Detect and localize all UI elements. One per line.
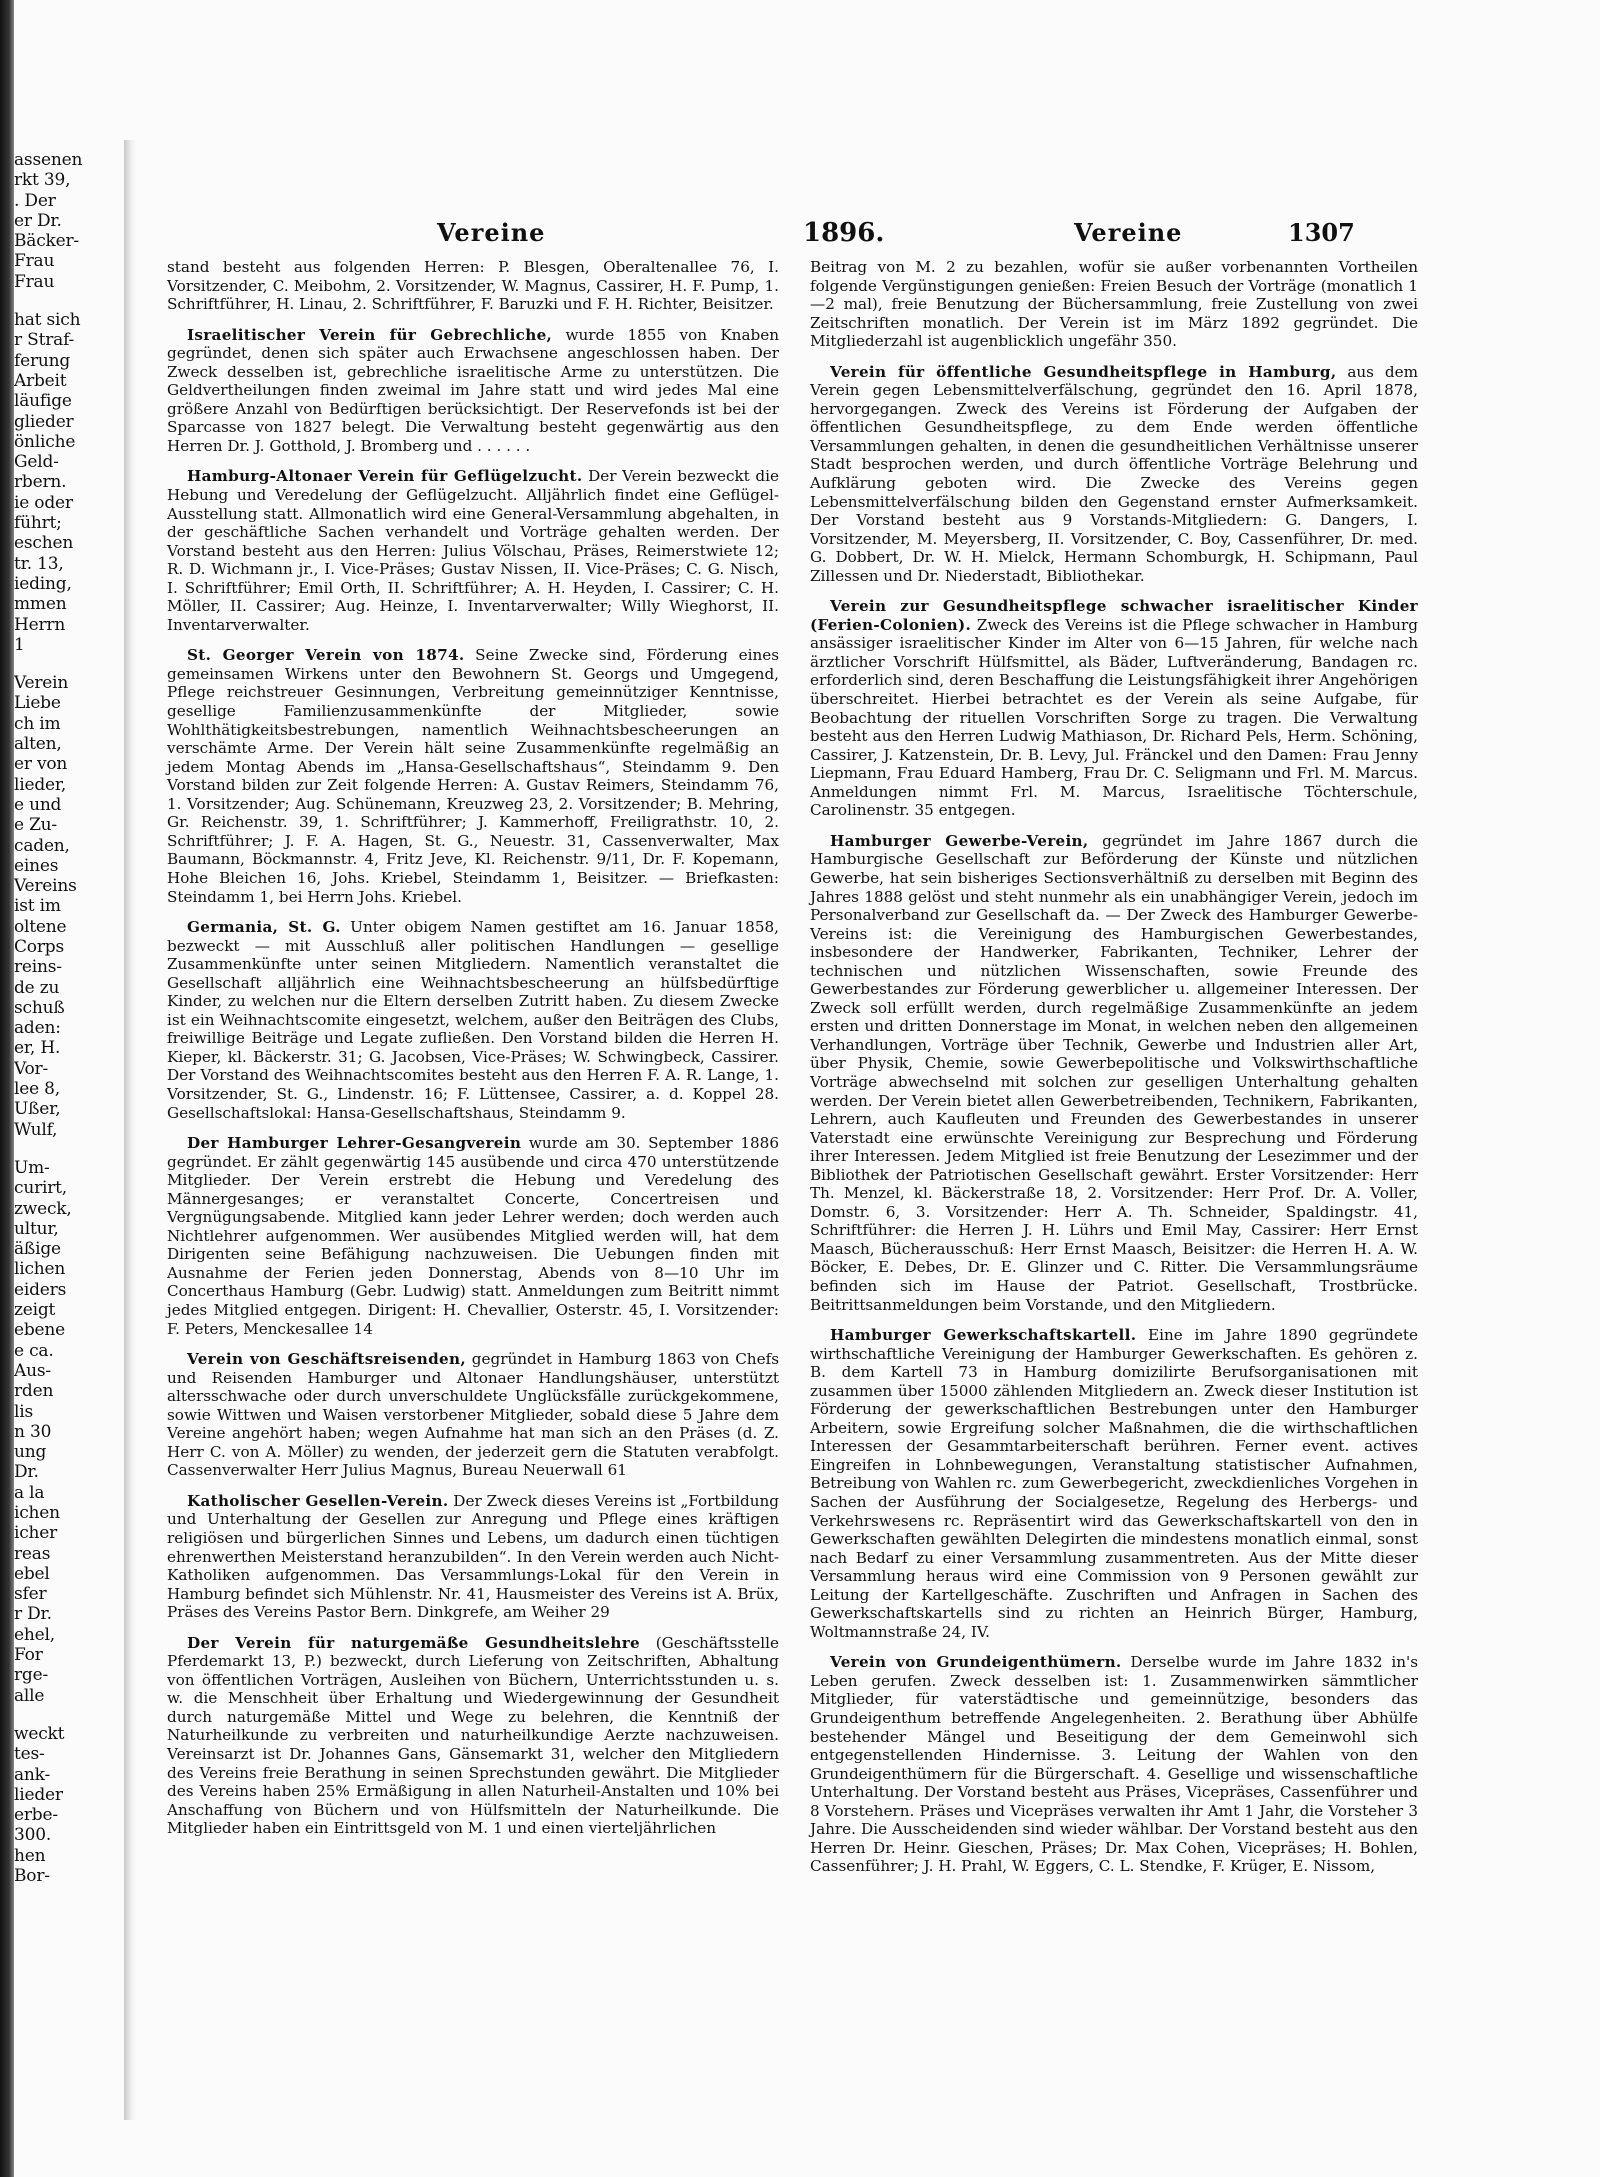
facing-page-line xyxy=(14,655,124,673)
entry-heading: Germania, St. G. xyxy=(187,918,341,937)
association-entry xyxy=(167,258,779,314)
association-entry xyxy=(810,597,1418,820)
facing-page-line: önliche xyxy=(14,431,76,452)
facing-page-line: Aus- xyxy=(14,1360,51,1381)
facing-page-line: rbern. xyxy=(14,472,67,493)
entry-heading: St. Georger Verein von 1874. xyxy=(187,646,465,665)
running-header xyxy=(140,218,1540,258)
facing-page-line: Liebe xyxy=(14,693,61,714)
facing-page-line: e Zu- xyxy=(14,815,57,836)
facing-page-line: Herrn xyxy=(14,614,66,635)
facing-page-line: läufige xyxy=(14,391,72,412)
entry-heading: Verein von Grundeigenthümern. xyxy=(830,1653,1122,1672)
entry-heading: Hamburger Gewerbe-Verein, xyxy=(830,831,1089,850)
facing-page-line: ebel xyxy=(14,1563,50,1584)
header-left-title: Vereine xyxy=(437,218,546,247)
facing-page-line: eines xyxy=(14,855,59,876)
facing-page-line: aden: xyxy=(14,1018,61,1039)
facing-page-line: r Straf- xyxy=(14,330,75,351)
facing-page-line: Vereins xyxy=(14,876,77,897)
facing-page-line: ch im xyxy=(14,713,61,734)
facing-page-line xyxy=(14,1706,124,1724)
facing-page-line: glieder xyxy=(14,411,74,432)
entry-text: Unter obigem Namen gestiftet am 16. Januar 1858, bezweckt — mit Ausschluß aller politischen Handlungen — gesellige Zusammenkünfte unter seinen Mitgliedern. Namentlich veranstaltet die Gesellschaft alljährlich eine Weihnachtsbescheerung an hülfsbedürftige Kinder, zu welchen nur die Eltern derselben Zutritt haben. Zu diesem Zwecke ist ein Weihnachtscomite eingesetzt, welchem, außer den Beiträgen des Clubs, freiwillige Beiträge und Legate zufließen. Den Vorstand bilden die Herren H. Kieper, kl. Bäckerstr. 31; G. Jacobsen, Vice-Präses; W. Schwingbeck, Cassirer. Der Vorstand des Weihnachtscomites besteht aus den Herren F. A. R. Lange, 1. Vorsitzender, St. G., Lindenstr. 16; F. Lüttensee, Cassirer, a. d. Koppel 28. Gesellschaftslokal: Hansa-Gesellschaftshaus, Steindamm 9. xyxy=(167,918,779,1122)
facing-page-line: curirt, xyxy=(14,1178,67,1199)
entry-text: Der Verein bezweckt die Hebung und Veredelung der Geflügelzucht. Alljährlich findet eine Geflügel-Ausstellung statt. Allmonatlich wird eine General-Versammlung abgehalten, in der geschäftliche Sachen verhandelt und Vorträge gehalten werden. Der Vorstand besteht aus den Herren: Julius Völschau, Präses, Reimerstwiete 12; R. D. Wichmann jr., I. Vice-Präses; Gustav Nissen, II. Vice-Präses; C. G. Nisch, I. Schriftführer; Emil Orth, II. Schriftführer; A. H. Heyden, I. Cassirer; C. H. Möller, II. Cassirer; Aug. Heinze, I. Inventarverwalter; Willy Wieghorst, II. Inventarverwalter. xyxy=(167,467,780,634)
header-year: 1896. xyxy=(803,218,885,248)
association-entry xyxy=(810,1653,1418,1876)
facing-page-line: Wulf, xyxy=(14,1119,58,1140)
association-entry xyxy=(810,832,1418,1314)
facing-page-line: äßige xyxy=(14,1239,61,1260)
association-entry xyxy=(167,1634,779,1838)
entry-text: gegründet im Jahre 1867 durch die Hamburgische Gesellschaft zur Beförderung der Künste und nützlichen Gewerbe, hat sein bisheriges Sectionsverhältniß zu derselben mit Beginn des Jahres 1888 gelöst und steht nunmehr als ein unabhängiger Verein, jedoch im Personalverband zur Gesellschaft da. — Der Zweck des Hamburger Gewerbe-Vereins ist: die Vereinigung des Hamburgischen Gewerbestandes, insbesondere der Handwerker, Fabrikanten, Techniker, Lehrer der technischen und nützlichen Wissenschaften, sowie Freunde des Gewerbestandes zur Förderung gewerblicher u. allgemeiner Interessen. Der Zweck soll erfüllt werden, durch regelmäßige Zusammenkünfte an jedem ersten und dritten Donnerstage im Monat, in welchen neben den allgemeinen Verhandlungen, Vorträge über Technik, Gewerbe und Industrien aller Art, über Physik, Chemie, sowie Gewerbepolitische und Volkswirthschaftliche Vorträge abwechselnd mit solchen zur geselligen Unterhaltung gehalten werden. Der Verein bietet allen Gewerbetreibenden, Technikern, Fabrikanten, Lehrern, auch Kaufleuten und Freunden des Gewerbestandes in unserer Vaterstadt eine erwünschte Vereinigung zur Besprechung und Förderung ihrer Interessen. Jedem Mitglied ist freie Benutzung der Lesezimmer und der Bibliothek der Patriotischen Gesellschaft gewährt. Erster Vorsitzender: Herr Th. Menzel, kl. Bäckerstraße 18, 2. Vorsitzender: Herr Prof. Dr. A. Voller, Domstr. 6, 3. Vorsitzender: Herr A. Th. Schneider, Spaldingstr. 41, Schriftführer: die Herren J. H. Lührs und Emil May, Cassirer: Herr Ernst Maasch, Bücherausschuß: Herr Ernst Maasch, Beisitzer: die Herren H. A. W. Böcker, E. Debes, Dr. E. Glinzer und C. Ritter. Die Versammlungsräume befinden sich im Hause der Patriot. Gesellschaft, Trostbrücke. Beitrittsanmeldungen beim Vorstande, und den Mitgliedern. xyxy=(810,831,1418,1314)
association-entry xyxy=(167,646,779,906)
association-entry xyxy=(810,1326,1418,1641)
facing-page-line: sfer xyxy=(14,1584,47,1605)
facing-page-line: führt; xyxy=(14,513,62,534)
facing-page-line: eschen xyxy=(14,533,74,554)
entry-text: (Geschäftsstelle Pferdemarkt 13, P.) bezweckt, durch Lieferung von Zeitschriften, Abhaltung von öffentlichen Vorträgen, Ausleihen von Büchern, Unterrichtsstunden u. s. w. die Menschheit über Erhaltung und Wiedergewinnung der Gesundheit durch naturgemäße Mittel und Wege zu belehren, die Kenntniß der Naturheilkunde zu verbreiten und naturheilkundige Aerzte nachzuweisen. Vereinsarzt ist Dr. Johannes Gans, Gänsemarkt 31, welcher den Mitgliedern des Vereins freie Berathung in seinen Sprechstunden gewährt. Die Mitglieder des Vereins haben 25% Ermäßigung in allen Naturheil-Anstalten und 10% bei Anschaffung von Büchern und von Hülfsmitteln der Naturheilkunde. Die Mitglieder haben ein Eintrittsgeld von M. 1 und einen vierteljährlichen xyxy=(167,1633,779,1838)
entry-heading: Verein zur Gesundheitspflege schwacher israelitischer Kinder (Ferien-Colonien). xyxy=(810,597,1418,634)
facing-page-line: ieding, xyxy=(14,573,72,594)
facing-page-line: ebene xyxy=(14,1320,66,1341)
facing-page-line: ehel, xyxy=(14,1624,55,1645)
facing-page-line: ung xyxy=(14,1442,47,1463)
association-entry xyxy=(167,326,779,456)
facing-page-line: mmen xyxy=(14,594,67,615)
entry-text: Seine Zwecke sind, Förderung eines gemeinsamen Wirkens unter den Bewohnern St. Georgs und Umgegend, Pflege reichstreuer Gesinnungen, Verbreitung gemeinnütziger Kenntnisse, gesellige Familienzusammenkünfte der Mitglieder, sowie Wohlthätigkeitsbestrebungen, namentlich Weihnachtsbescheerungen an verschämte Arme. Der Verein hält seine Zusammenkünfte regelmäßig an jedem Montag Abends im „Hansa-Gesellschaftshaus“, Steindamm 9. Den Vorstand bilden zur Zeit folgende Herren: A. Gustav Reimers, Steindamm 76, 1. Vorsitzender; Aug. Schünemann, Kreuzweg 23, 2. Vorsitzender; B. Mehring, Gr. Reichenstr. 39, 1. Schriftführer; J. Kammerhoff, Freiligrathstr. 10, 2. Schriftführer; J. F. A. Hagen, St. G., Neuestr. 31, Cassenverwalter, Max Baumann, Böckmannstr. 4, Fritz Jeve, Kl. Reichenstr. 9/11, Dr. F. Kopemann, Hohe Bleichen 16, Johs. Kriebel, Steindamm 1, Beisitzer. — Briefkasten: Steindamm 1, bei Herrn Johs. Kriebel. xyxy=(167,646,780,906)
facing-page-line: er, H. xyxy=(14,1038,61,1059)
entry-text: Der Zweck dieses Vereins ist „Fortbildung und Unterhaltung der Gesellen zur Anregung und Pflege eines kräftigen religiösen und bürgerlichen Sinnes und Lebens, um dadurch einen tüchtigen ehrenwerthen Meisterstand heranzubilden“. In den Verein werden auch Nicht-Katholiken aufgenommen. Das Versammlungs-Lokal für den Verein in Hamburg befindet sich Mühlenstr. Nr. 41, Hausmeister des Vereins ist A. Brüx, Präses des Vereins Pastor Bern. Dinkgrefe, am Weiher 29 xyxy=(167,1491,779,1622)
facing-page-line: ultur, xyxy=(14,1218,59,1239)
facing-page-line: rkt 39, xyxy=(14,170,71,191)
entry-text: wurde am 30. September 1886 gegründet. Er zählt gegenwärtig 145 ausübende und circa 470 unterstützende Mitglieder. Der Verein erstrebt die Hebung und Veredelung des Männergesanges; er veranstaltet Concerte, Concertreisen und Vergnügungsabende. Mitglied kann jeder Lehrer werden; doch werden auch Nichtlehrer aufgenommen. Wer ausübendes Mitglied werden will, hat dem Dirigenten seine Befähigung nachzuweisen. Die Uebungen finden mit Ausnahme der Ferien jeden Donnerstag, Abends von 8—10 Uhr im Concerthaus Hamburg (Gebr. Ludwig) statt. Anmeldungen zum Beitritt nimmt jedes Mitglied entgegen. Dirigent: H. Chevallier, Osterstr. 45, I. Vorsitzender: F. Peters, Menckesallee 14 xyxy=(167,1134,779,1338)
entry-text: Zweck des Vereins ist die Pflege schwacher in Hamburg ansässiger israelitischer Kinder im Alter von 6—15 Jahren, für welche nach ärztlicher Vorschrift Hülfsmittel, als Bäder, Luftveränderung, Bandagen rc. erforderlich sind, deren Beschaffung die Leistungsfähigkeit ihrer Angehörigen überschreitet. Hierbei betrachtet es der Verein als seine Aufgabe, für Beobachtung der rituellen Vorschriften Sorge zu tragen. Die Verwaltung besteht aus den Herren Ludwig Mathiason, Dr. Richard Pels, Herm. Schöning, Cassirer, J. Katzenstein, Dr. B. Levy, Jul. Fränckel und den Damen: Frau Jenny Liepmann, Frau Eduard Hamberg, Frau Dr. C. Seligmann und Frl. M. Marcus. Anmeldungen nimmt Frl. M. Marcus, Israelitische Töchterschule, Carolinenstr. 35 entgegen. xyxy=(810,615,1418,820)
facing-page-line: zeigt xyxy=(14,1300,56,1321)
facing-page-line: weckt xyxy=(14,1723,65,1744)
facing-page-line: reas xyxy=(14,1543,51,1564)
facing-page-line: lee 8, xyxy=(14,1079,60,1100)
text-column-right xyxy=(810,258,1418,1888)
facing-page-line: lichen xyxy=(14,1259,66,1280)
entry-text: wurde 1855 von Knaben gegründet, denen sich später auch Erwachsene angeschlossen haben. Der Zweck desselben ist, gebrechliche israelitische Arme zu unterstützen. Die Geldvertheilungen finden zweimal im Jahre statt und wird jedes Mal eine größere Anzahl von Bedürftigen berücksichtigt. Der Reservefonds ist bei der Sparcasse von 1827 belegt. Die Verwaltung besteht gegenwärtig aus den Herren Dr. J. Gotthold, J. Bromberg und . . . . . . xyxy=(167,325,779,455)
association-entry xyxy=(167,467,779,634)
entry-heading: Verein für öffentliche Gesundheitspflege in Hamburg, xyxy=(830,362,1337,381)
entry-heading: Israelitischer Verein für Gebrechliche, xyxy=(187,325,553,344)
entry-heading: Der Hamburger Lehrer-Gesangverein xyxy=(187,1134,522,1153)
facing-page-line: a la xyxy=(14,1482,45,1503)
facing-page-line: schuß xyxy=(14,997,65,1018)
facing-page-line: lis xyxy=(14,1401,33,1422)
facing-page-line: r Dr. xyxy=(14,1604,52,1625)
entry-text: Eine im Jahre 1890 gegründete wirthschaftliche Vereinigung der Hamburger Gewerkschaften. Es gehören z. B. dem Kartell 73 in Hamburg domizilirte Berufsorganisationen mit zusammen über 15000 zählenden Mitgliedern an. Zweck dieser Institution ist Förderung der gewerkschaftlichen Bestrebungen unter den Hamburger Arbeitern, sowie Ergreifung solcher Maßnahmen, die die wirthschaftlichen Interessen der Gesammtarbeiterschaft berühren. Ferner event. actives Eingreifen in Lohnbewegungen, Veranstaltung statistischer Aufnahmen, Betreibung von Wahlen rc. zum Gewerbegericht, zweckdienliches Vorgehen in Sachen der Ausführung der Socialgesetze, Regelung des Herbergs- und Verkehrswesens rc. Repräsentirt wird das Gewerkschaftskartell von den in Gewerkschaften gewählten Delegirten die mindestens monatlich einmal, sonst nach Bedarf zu einer Versammlung zusammentreten. Aus der Mitte dieser Versammlung heraus wird eine Commission von 9 Personen gewählt zur Leitung der Kartellgeschäfte. Zuschriften und Anfragen in Sachen des Gewerkschaftskartells sind zu richten an Heinrich Bürger, Hamburg, Woltmannstraße 24, IV. xyxy=(810,1326,1418,1641)
facing-page-line: Frau xyxy=(14,271,55,292)
facing-page-line: oltene xyxy=(14,916,67,937)
entry-heading: Verein von Geschäftsreisenden, xyxy=(187,1350,466,1369)
facing-page-line xyxy=(14,292,124,310)
facing-page-line: Frau xyxy=(14,251,55,272)
facing-page-line: eiders xyxy=(14,1279,67,1300)
header-right-title: Vereine xyxy=(1074,218,1183,247)
entry-text: Derselbe wurde im Jahre 1832 in's Leben gerufen. Zweck desselben ist: 1. Zusammenwirken sämmtlicher Mitglieder, für vaterstädtische und gemeinnützige, besonders das Grundeigenthum betreffende Angelegenheiten. 2. Berathung über Abhülfe bestehender Mängel und Beseitigung der dem Gemeinwohl sich entgegenstellenden Hindernisse. 3. Leitung der Wahlen von den Grundeigenthümern für die Bürgerschaft. 4. Gesellige und wissenschaftliche Unterhaltung. Der Vorstand besteht aus Präses, Vicepräses, Cassenführer und 8 Vorstehern. Präses und Vicepräses verwalten ihr Amt 1 Jahr, die Vorsteher 3 Jahre. Die Ausscheidenden sind wieder wählbar. Der Vorstand besteht aus den Herren Dr. Heinr. Gieschen, Präses; Dr. Max Cohen, Vicepräses; H. Bohlen, Cassenführer; J. H. Prahl, W. Eggers, C. L. Stendke, F. Krüger, E. Nissom, xyxy=(810,1653,1418,1876)
facing-page-line: tr. 13, xyxy=(14,553,64,574)
entry-heading: Katholischer Gesellen-Verein. xyxy=(187,1491,449,1510)
facing-page-line: zweck, xyxy=(14,1198,72,1219)
association-entry xyxy=(810,258,1418,351)
facing-page-line: ist im xyxy=(14,896,61,917)
facing-page-line: For xyxy=(14,1645,43,1666)
facing-page-line: Ußer, xyxy=(14,1099,61,1120)
association-entry xyxy=(167,1134,779,1338)
facing-page-line: n 30 xyxy=(14,1421,52,1442)
facing-page-line: Arbeit xyxy=(14,370,67,391)
facing-page-line: Bor- xyxy=(14,1866,50,1887)
facing-page-line: Verein xyxy=(14,673,69,694)
facing-page-line: Corps xyxy=(14,936,64,957)
facing-page-line: erbe- xyxy=(14,1805,58,1826)
facing-page-line: rge- xyxy=(14,1665,49,1686)
association-entry xyxy=(167,1350,779,1480)
facing-page-line: lieder, xyxy=(14,774,67,795)
association-entry xyxy=(810,363,1418,586)
facing-page-line: alten, xyxy=(14,734,62,755)
facing-page-line: assenen xyxy=(14,150,83,170)
entry-heading: Hamburger Gewerkschaftskartell. xyxy=(830,1326,1137,1345)
facing-page-line: icher xyxy=(14,1523,58,1544)
entry-text: aus dem Verein gegen Lebensmittelverfälschung, gegründet den 16. April 1878, hervorgegangen. Zweck des Vereins ist Förderung der Aufgaben der öffentlichen Gesundheitspflege, zu dem Ende werden öffentliche Versammlungen gehalten, in denen die gesundheitlichen Verhältnisse unserer Stadt besprochen werden, und durch öffentliche Vorträge Belehrung und Aufklärung geboten wird. Die Zwecke des Vereins gegen Lebensmittelverfälschung bilden den Gegenstand ernster Aufmerksamkeit. Der Vorstand besteht aus 9 Vorstands-Mitgliedern: G. Dangers, I. Vorsitzender, M. Meyersberg, II. Vorsitzender, C. Boy, Cassenführer, Dr. med. G. Dobbert, Dr. W. H. Mielck, Hermann Schomburgk, H. Schipmann, Paul Zillessen und Dr. Niederstadt, Bibliothekar. xyxy=(810,362,1418,585)
facing-page-line: e ca. xyxy=(14,1340,54,1361)
facing-page-line: ank- xyxy=(14,1764,51,1785)
facing-page-line: lieder xyxy=(14,1784,63,1805)
facing-page-line: e und xyxy=(14,794,62,815)
facing-page-line: 1 xyxy=(14,634,25,655)
facing-page-line: caden, xyxy=(14,835,70,856)
entry-text: gegründet in Hamburg 1863 von Chefs und Reisenden Hamburger und Altonaer Handlungshäuser, unterstützt altersschwache oder durch unverschuldete Unglücksfälle zurückgekommene, sowie Wittwen und Waisen verstorbener Mitglieder, sobald diese 5 Jahre dem Vereine angehört haben; wegen Aufnahme hat man sich an den Präses (d. Z. Herr C. von A. Möller) zu wenden, der jederzeit gern die Statuten verabfolgt. Cassenverwalter Herr Julius Magnus, Bureau Neuerwall 61 xyxy=(167,1350,779,1480)
facing-page-line: Dr. xyxy=(14,1462,39,1483)
facing-page-line: ferung xyxy=(14,350,71,371)
book-spine xyxy=(0,0,14,2177)
facing-page-line: 300. xyxy=(14,1825,52,1846)
facing-page-line: de zu xyxy=(14,977,60,998)
facing-page-line: Bäcker- xyxy=(14,231,79,252)
page-number: 1307 xyxy=(1288,218,1355,247)
facing-page-line: Um- xyxy=(14,1157,50,1178)
facing-page-line: tes- xyxy=(14,1744,45,1765)
page xyxy=(140,150,1540,2140)
facing-page-line: rden xyxy=(14,1381,54,1402)
facing-page-line: ichen xyxy=(14,1503,60,1523)
facing-page-line: . Der xyxy=(14,190,56,211)
facing-page-line: hat sich xyxy=(14,310,81,331)
facing-page-line: ie oder xyxy=(14,492,73,513)
facing-page-line: Geld- xyxy=(14,452,59,473)
entry-text: stand besteht aus folgenden Herren: P. Blesgen, Oberaltenallee 76, I. Vorsitzender, C. Meibohm, 2. Vorsitzender, W. Magnus, Cassirer, H. F. Pump, 1. Schriftführer, H. Linau, 2. Schriftführer, F. Baruzki und F. H. Richter, Beisitzer. xyxy=(167,258,779,314)
entry-heading: Hamburg-Altonaer Verein für Geflügelzucht. xyxy=(187,467,583,486)
facing-page-line: reins- xyxy=(14,957,62,978)
text-column-left xyxy=(167,258,779,1850)
association-entry xyxy=(167,918,779,1122)
association-entry xyxy=(167,1492,779,1622)
facing-page-line: er von xyxy=(14,754,68,775)
facing-page-fragment xyxy=(14,150,124,2100)
page-gutter xyxy=(124,140,136,2120)
facing-page-line: alle xyxy=(14,1685,45,1706)
facing-page-line: hen xyxy=(14,1845,46,1866)
entry-heading: Der Verein für naturgemäße Gesundheitslehre xyxy=(187,1633,640,1652)
facing-page-line xyxy=(14,1140,124,1158)
entry-text: Beitrag von M. 2 zu bezahlen, wofür sie außer vorbenannten Vortheilen folgende Vergünstigungen genießen: Freien Besuch der Vorträge (monatlich 1—2 mal), freie Benutzung der Büchersammlung, freie Zustellung von zwei Zeitschriften monatlich. Der Verein ist im März 1892 gegründet. Die Mitgliederzahl ist augenblicklich ungefähr 350. xyxy=(810,258,1418,351)
facing-page-line: Vor- xyxy=(14,1058,49,1079)
facing-page-line: er Dr. xyxy=(14,210,62,231)
